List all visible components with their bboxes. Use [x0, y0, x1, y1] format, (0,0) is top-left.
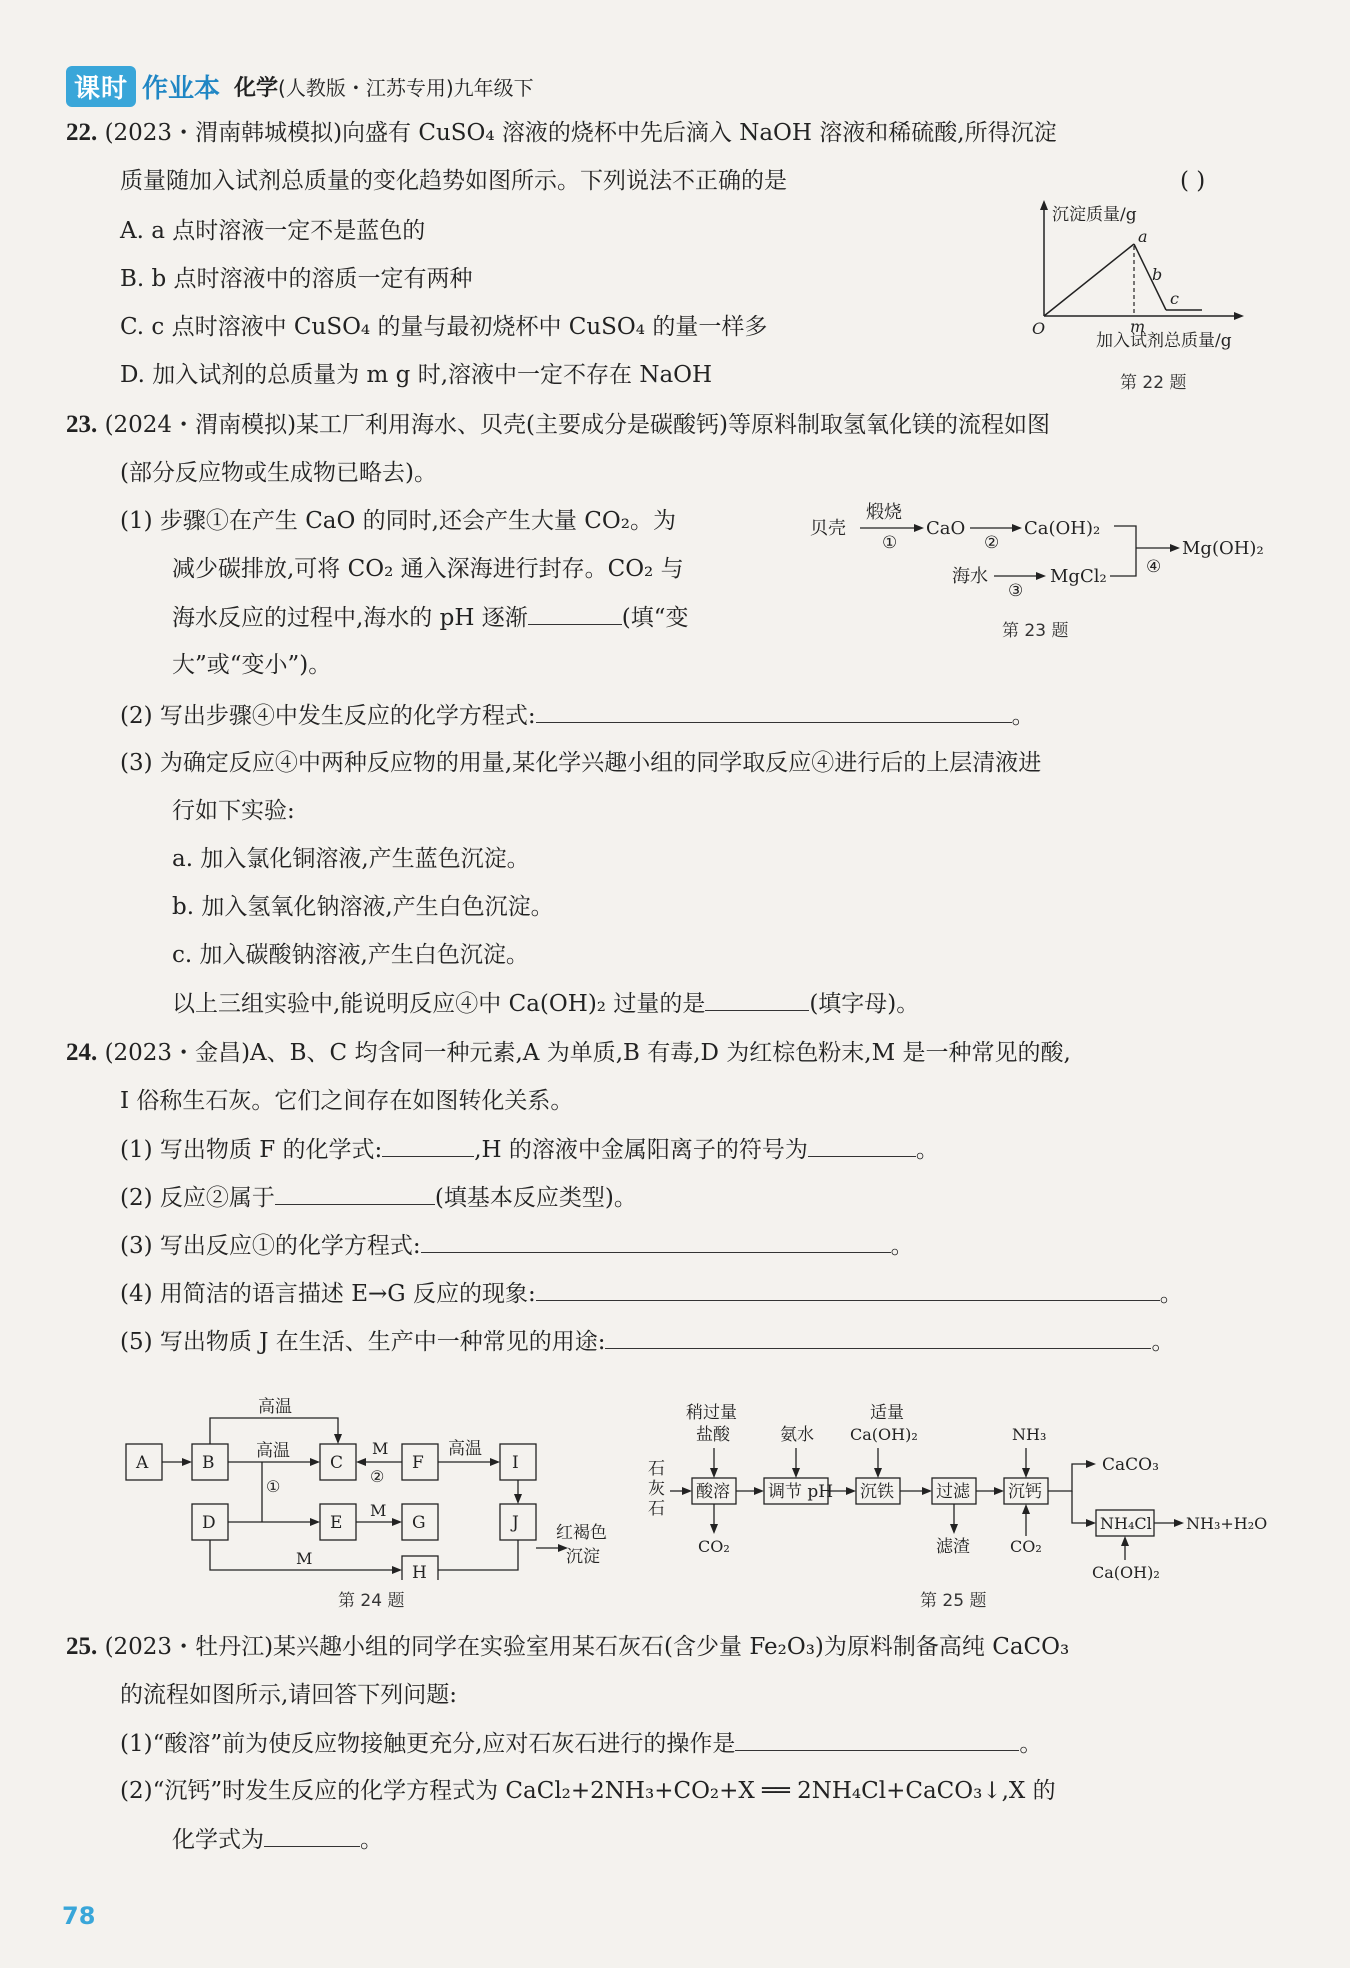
label-out1: 红褐色: [556, 1523, 607, 1543]
label-high-temp-right: 高温: [448, 1439, 482, 1459]
x-axis-label: 加入试剂总质量/g: [1096, 331, 1232, 351]
raw-2: 灰: [648, 1479, 665, 1499]
box-nh4cl: NH₄Cl: [1100, 1514, 1152, 1533]
q24-number: 24.: [66, 1039, 98, 1066]
page-header: [66, 66, 534, 106]
acid-label-2: 盐酸: [696, 1425, 730, 1445]
q24-p2-text2: (填基本反应类型)。: [434, 1185, 637, 1211]
mgoh2-label: Mg(OH)₂: [1182, 538, 1264, 559]
q25-caption: 第 25 题: [920, 1591, 987, 1611]
q24-p3: [120, 1230, 914, 1261]
q23-p2-blank[interactable]: [536, 700, 1012, 723]
q25-stem-2: 的流程如图所示,请回答下列问题:: [120, 1682, 458, 1708]
q24-p4: [120, 1278, 1183, 1309]
q24-p1-blank2[interactable]: [808, 1134, 916, 1157]
q23-p1-text3: 海水反应的过程中,海水的 pH 逐渐: [172, 605, 528, 631]
q25-p2-line2: [172, 1824, 383, 1855]
q22-number: 22.: [66, 119, 98, 146]
seawater-label: 海水: [952, 566, 988, 587]
q25-stem-1: (2023・牡丹江)某兴趣小组的同学在实验室用某石灰石(含少量 Fe₂O₃)为原料制备高纯 CaCO₃: [104, 1634, 1070, 1660]
q23-number: 23.: [66, 411, 98, 438]
q23-p1-line1: (1) 步骤①在产生 CaO 的同时,还会产生大量 CO₂。为: [120, 508, 676, 534]
products-label: NH₃+H₂O: [1186, 1514, 1268, 1533]
q24-stem-1: (2023・金昌)A、B、C 均含同一种元素,A 为单质,B 有毒,D 为红棕色粉末,M 是一种常见的酸,: [104, 1040, 1071, 1066]
q23-p2-end: 。: [1011, 703, 1035, 729]
label-step1: ①: [266, 1477, 281, 1496]
q24-p1-text: (1) 写出物质 F 的化学式:: [120, 1137, 383, 1163]
q24-p2-blank[interactable]: [275, 1182, 435, 1205]
label-high-temp-mid: 高温: [256, 1441, 290, 1461]
step2-label: ②: [984, 533, 1000, 553]
arrow-1-head: [914, 524, 924, 532]
q23-p2: [120, 700, 1035, 731]
q24-p5-end: 。: [1151, 1329, 1175, 1355]
q25-p2-end: 。: [360, 1827, 383, 1853]
q23-p3-line2: 行如下实验:: [172, 798, 295, 824]
box-iron-precip: 沉铁: [860, 1482, 894, 1502]
q23-p3-line1: (3) 为确定反应④中两种反应物的用量,某化学兴趣小组的同学取反应④进行后的上层清液进: [120, 750, 1042, 776]
caoh2-bottom-label: Ca(OH)₂: [1092, 1563, 1160, 1582]
book-subject: [234, 71, 534, 102]
q23-p3-c: c. 加入碳酸钠溶液,产生白色沉淀。: [172, 942, 529, 968]
q22-caption: 第 22 题: [1120, 373, 1187, 393]
q25-flowchart: [642, 1400, 1282, 1590]
brand-logo: 课时: [66, 66, 136, 107]
subject: 化学: [234, 75, 279, 101]
q24-stem-2: I 俗称生石灰。它们之间存在如图转化关系。: [120, 1088, 574, 1114]
q25-p2-text: 化学式为: [172, 1827, 264, 1853]
q25-p1: [120, 1728, 1042, 1759]
point-a: a: [1138, 227, 1148, 246]
label-step2: ②: [370, 1467, 385, 1486]
q22-line1: [66, 118, 1057, 148]
q25-p2-line1: (2)“沉钙”时发生反应的化学方程式为 CaCl₂+2NH₃+CO₂+X ══ 2NH₄Cl+CaCO₃↓,X 的: [120, 1778, 1056, 1804]
q23-stem-2: (部分反应物或生成物已略去)。: [120, 460, 437, 486]
y-axis-arrow: [1040, 200, 1048, 210]
q22-option-a: A. a 点时溶液一定不是蓝色的: [120, 218, 426, 244]
node-i: I: [512, 1453, 519, 1473]
label-out2: 沉淀: [566, 1547, 600, 1567]
step1-label: ①: [882, 533, 898, 553]
q25-p1-text: (1)“酸溶”前为使反应物接触更充分,应对石灰石进行的操作是: [120, 1731, 736, 1757]
nh3-label: NH₃: [1012, 1425, 1047, 1444]
q25-p1-blank[interactable]: [735, 1728, 1019, 1751]
q23-stem-1: (2024・渭南模拟)某工厂利用海水、贝壳(主要成分是碳酸钙)等原料制取氢氧化镁的流程如图: [104, 412, 1050, 438]
q24-p5: [120, 1326, 1174, 1357]
q23-p3-a: a. 加入氯化铜溶液,产生蓝色沉淀。: [172, 846, 530, 872]
origin-label: O: [1032, 319, 1046, 338]
box-adjust-ph: 调节 pH: [768, 1482, 834, 1502]
node-e: E: [330, 1513, 343, 1533]
label-m3: M: [296, 1549, 313, 1568]
mgcl2-label: MgCl₂: [1050, 566, 1107, 587]
box-acid-dissolve: 酸溶: [696, 1482, 730, 1502]
q25-line1: [66, 1632, 1069, 1662]
q24-p3-text: (3) 写出反应①的化学方程式:: [120, 1233, 421, 1259]
q23-p3-b: b. 加入氢氧化钠溶液,产生白色沉淀。: [172, 894, 554, 920]
page-number: 78: [62, 1902, 96, 1930]
q23-p3-end-text: 以上三组实验中,能说明反应④中 Ca(OH)₂ 过量的是: [172, 991, 706, 1017]
caoh2-top-label: Ca(OH)₂: [850, 1425, 918, 1444]
calcine-label: 煅烧: [866, 502, 902, 523]
q23-flowchart: [808, 496, 1288, 616]
box-filter: 过滤: [936, 1482, 970, 1502]
x-axis-arrow: [1234, 312, 1244, 320]
node-b: B: [202, 1453, 215, 1473]
node-j: J: [512, 1513, 519, 1533]
q24-p4-end: 。: [1159, 1281, 1183, 1307]
acid-label-1: 稍过量: [686, 1403, 737, 1423]
q25-number: 25.: [66, 1633, 98, 1660]
q23-p3-blank[interactable]: [705, 988, 809, 1011]
q23-p3-end: [172, 988, 919, 1019]
raw-1: 石: [648, 1459, 665, 1479]
label-m1: M: [372, 1439, 389, 1458]
arrow-4-head: [1170, 544, 1180, 552]
q24-p5-blank[interactable]: [605, 1326, 1151, 1349]
q23-p1-line4: 大”或“变小”)。: [172, 652, 332, 678]
q24-p2: [120, 1182, 637, 1213]
q24-p4-blank[interactable]: [536, 1278, 1160, 1301]
caco3-label: CaCO₃: [1102, 1455, 1159, 1475]
q22-stem-2: 质量随加入试剂总质量的变化趋势如图所示。下列说法不正确的是: [120, 168, 787, 194]
step4-label: ④: [1146, 557, 1162, 577]
caoh2-label: Ca(OH)₂: [1024, 518, 1101, 539]
q22-option-b: B. b 点时溶液中的溶质一定有两种: [120, 266, 473, 292]
q23-p1-line2: 减少碳排放,可将 CO₂ 通入深海进行封存。CO₂ 与: [172, 556, 684, 582]
q24-p3-end: 。: [890, 1233, 914, 1259]
node-d: D: [202, 1513, 216, 1533]
y-axis-label: 沉淀质量/g: [1052, 205, 1137, 225]
cao-label: CaO: [926, 518, 966, 539]
point-b: b: [1152, 265, 1163, 284]
node-h: H: [412, 1563, 427, 1580]
q22-option-d: D. 加入试剂的总质量为 m g 时,溶液中一定不存在 NaOH: [120, 362, 713, 388]
node-g: G: [412, 1513, 426, 1533]
q22-stem-1: (2023・渭南韩城模拟)向盛有 CuSO₄ 溶液的烧杯中先后滴入 NaOH 溶液和稀硫酸,所得沉淀: [104, 120, 1057, 146]
q24-line1: [66, 1038, 1071, 1068]
shell-label: 贝壳: [810, 518, 846, 539]
q24-p5-text: (5) 写出物质 J 在生活、生产中一种常见的用途:: [120, 1329, 606, 1355]
q22-answer-paren: ( ): [1180, 168, 1206, 194]
point-m: m: [1130, 317, 1146, 336]
point-c: c: [1170, 289, 1179, 308]
ammonia-label: 氨水: [780, 1425, 814, 1445]
q24-p1: [120, 1134, 939, 1165]
node-c: C: [330, 1453, 344, 1473]
q24-p2-text: (2) 反应②属于: [120, 1185, 275, 1211]
merge-bracket: [1110, 526, 1136, 576]
co2-out-label: CO₂: [698, 1537, 730, 1556]
q23-line1: [66, 410, 1050, 440]
arrow-3-head: [1036, 572, 1046, 580]
q22-option-c: C. c 点时溶液中 CuSO₄ 的量与最初烧杯中 CuSO₄ 的量一样多: [120, 314, 768, 340]
q25-p2-blank[interactable]: [264, 1824, 360, 1847]
q23-caption: 第 23 题: [1002, 621, 1069, 641]
q23-p3-end-text2: (填字母)。: [809, 991, 920, 1017]
q24-p3-blank[interactable]: [421, 1230, 891, 1253]
edition: (人教版・江苏专用)九年级下: [278, 75, 534, 100]
q24-caption: 第 24 题: [338, 1591, 405, 1611]
q25-p1-end: 。: [1019, 1731, 1043, 1757]
node-a: A: [136, 1453, 149, 1473]
co2-in-label: CO₂: [1010, 1537, 1042, 1556]
box-calcium-precip: 沉钙: [1008, 1482, 1042, 1502]
q24-p1-end: 。: [915, 1137, 939, 1163]
moderate-label: 适量: [870, 1403, 904, 1423]
label-m2: M: [370, 1501, 387, 1520]
raw-3: 石: [648, 1499, 665, 1519]
q23-p1-text3b: (填“变: [621, 605, 689, 631]
q24-diagram: [120, 1370, 640, 1580]
q24-p4-text: (4) 用简洁的语言描述 E→G 反应的现象:: [120, 1281, 536, 1307]
q24-p1-blank1[interactable]: [382, 1134, 474, 1157]
arrow-2-head: [1012, 524, 1022, 532]
node-f: F: [412, 1453, 424, 1473]
q23-p1-line3: [172, 602, 688, 633]
step3-label: ③: [1008, 581, 1024, 601]
label-high-temp-top: 高温: [258, 1397, 292, 1417]
q23-p1-blank[interactable]: [528, 602, 622, 625]
brand-name: 作业本: [142, 73, 221, 104]
q23-p2-text: (2) 写出步骤④中发生反应的化学方程式:: [120, 703, 536, 729]
q24-p1-text2: ,H 的溶液中金属阳离子的符号为: [474, 1137, 808, 1163]
rising-line: [1044, 244, 1134, 316]
residue-label: 滤渣: [936, 1537, 970, 1557]
